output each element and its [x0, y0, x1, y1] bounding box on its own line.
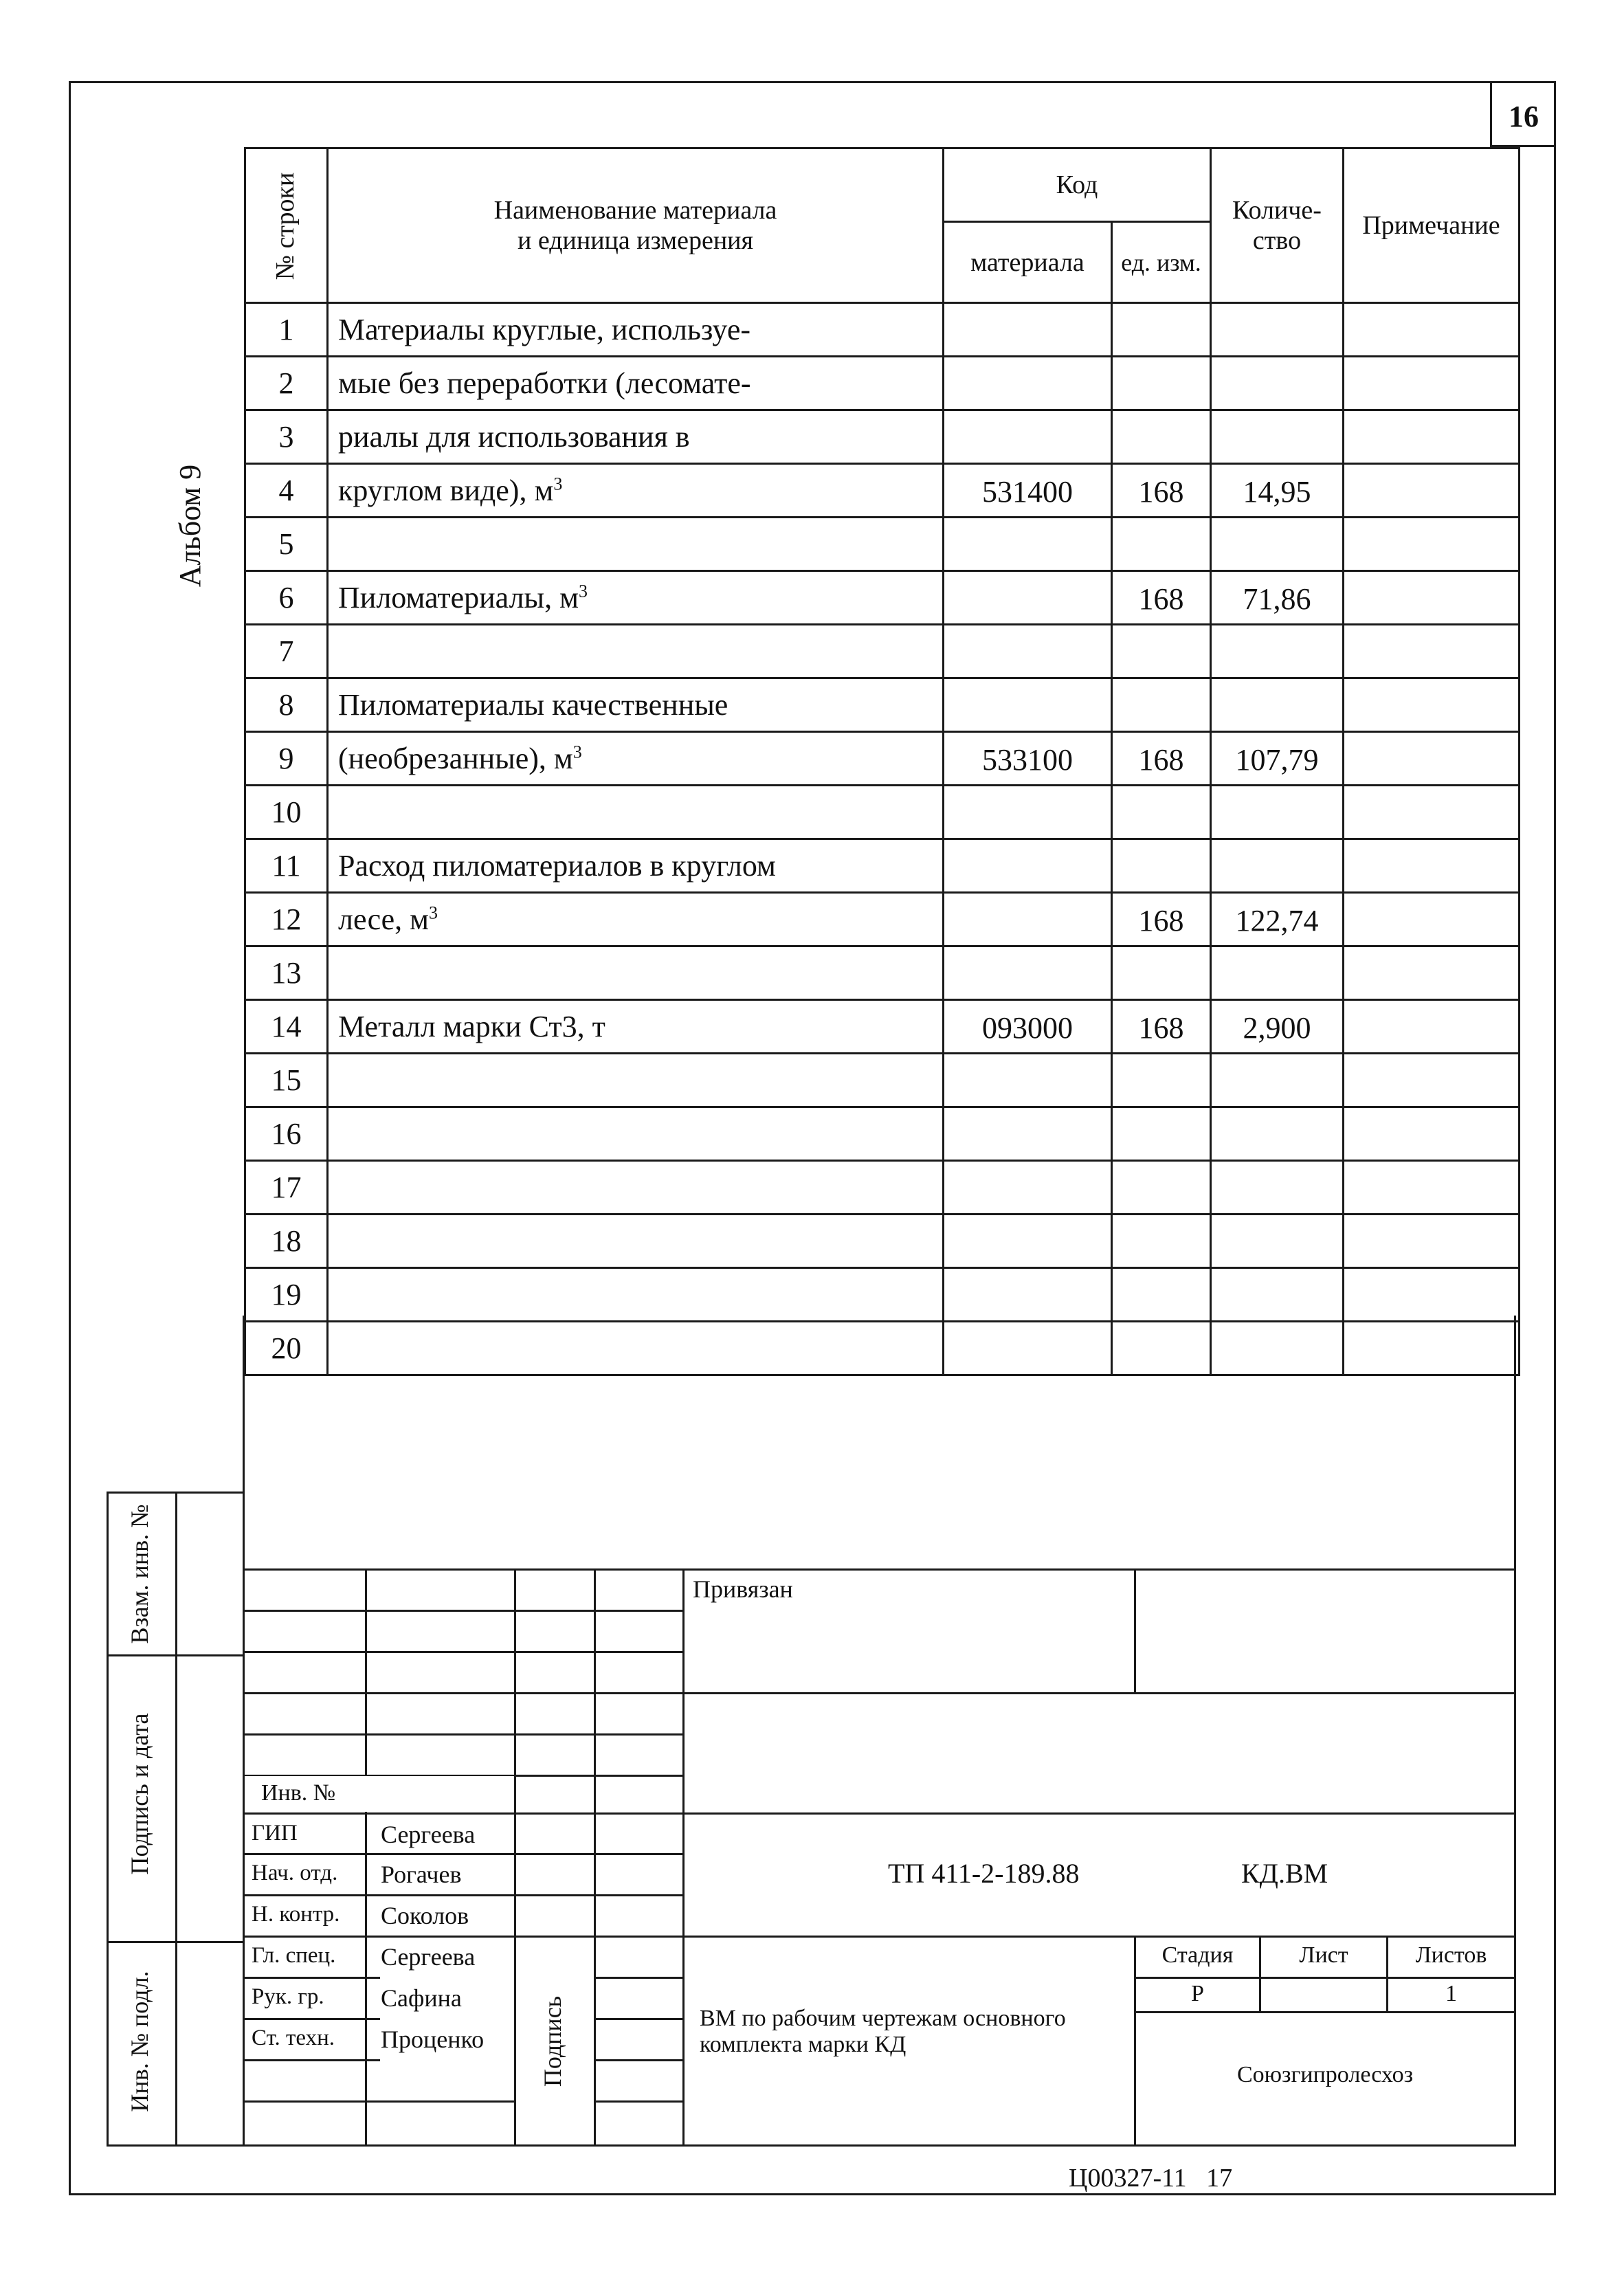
- row-number-cell: [245, 893, 328, 946]
- material-name-cell-text: Расход пиломатериалов в круглом: [338, 849, 776, 883]
- unit-superscript: 3: [578, 581, 588, 601]
- unit-code-cell: [1112, 1322, 1211, 1375]
- unit-code-cell: [1112, 303, 1211, 357]
- row-number-cell-text: 16: [271, 1117, 302, 1151]
- quantity-cell: [1211, 678, 1344, 732]
- material-name-cell-text: (необрезанные), м: [338, 742, 573, 775]
- table-row: [245, 1215, 1520, 1268]
- material-name-cell-text: Металл марки Ст3, т: [338, 1010, 605, 1043]
- row-number-cell: [245, 946, 328, 1000]
- row-number-cell: [245, 1161, 328, 1215]
- unit-code-cell: [1112, 625, 1211, 678]
- material-name-cell: [328, 518, 944, 571]
- material-name-cell: [328, 1054, 944, 1107]
- sheets-value: 1: [1445, 1981, 1457, 2006]
- material-name-cell: [328, 410, 944, 464]
- unit-code-cell: [1112, 1107, 1211, 1161]
- row-number-cell-text: 12: [271, 902, 302, 936]
- row-number-cell: [245, 1000, 328, 1054]
- header-code-material: материала: [944, 222, 1112, 303]
- table-row: [245, 464, 1520, 518]
- material-code-cell: [944, 625, 1112, 678]
- materials-table-body: [245, 303, 1520, 1375]
- stage-value: Р: [1191, 1981, 1204, 2006]
- row-number-cell: [245, 518, 328, 571]
- quantity-cell: [1211, 518, 1344, 571]
- note-cell: [1344, 357, 1520, 410]
- row-number-cell: [245, 678, 328, 732]
- row-number-cell: [245, 571, 328, 625]
- row-number-cell-text: 13: [271, 956, 302, 990]
- privyazan-label: Привязан: [693, 1575, 793, 1603]
- signature-role: ГИП: [252, 1821, 298, 1845]
- row-number-cell-text: 2: [278, 366, 294, 400]
- table-row: [245, 786, 1520, 839]
- signature-role: Рук. гр.: [252, 1984, 324, 2009]
- signature-name: Рогачев: [381, 1861, 462, 1888]
- row-number-cell-text: 3: [278, 420, 294, 454]
- table-row: [245, 410, 1520, 464]
- unit-code-cell: [1112, 1054, 1211, 1107]
- quantity-cell: [1211, 839, 1344, 893]
- material-code-cell: [944, 1268, 1112, 1322]
- note-cell: [1344, 1322, 1520, 1375]
- unit-superscript: 3: [572, 742, 582, 762]
- table-row: [245, 571, 1520, 625]
- note-cell: [1344, 303, 1520, 357]
- header-name-line1: Наименование материала: [493, 196, 777, 225]
- row-number-cell: [245, 625, 328, 678]
- signature-role: Гл. спец.: [252, 1943, 336, 1968]
- podpis-label: Подпись: [539, 1995, 566, 2087]
- unit-code-cell: [1112, 571, 1211, 625]
- material-name-cell: [328, 1215, 944, 1268]
- material-code-cell: [944, 571, 1112, 625]
- material-name-cell: [328, 786, 944, 839]
- quantity-cell: [1211, 571, 1344, 625]
- row-number-cell: [245, 357, 328, 410]
- material-code-cell: [944, 303, 1112, 357]
- row-number-cell-text: 5: [278, 527, 294, 561]
- material-name-cell: [328, 1268, 944, 1322]
- row-number-cell-text: 14: [271, 1010, 302, 1043]
- table-row: [245, 1000, 1520, 1054]
- signature-name: Соколов: [381, 1902, 469, 1929]
- row-number-cell-text: 20: [271, 1331, 302, 1365]
- material-name-cell: [328, 839, 944, 893]
- material-code-cell: [944, 464, 1112, 518]
- note-cell: [1344, 1161, 1520, 1215]
- table-row: [245, 1268, 1520, 1322]
- quantity-cell: [1211, 1268, 1344, 1322]
- signature-name: Сергеева: [381, 1943, 476, 1971]
- material-name-cell: [328, 946, 944, 1000]
- unit-code-cell-text: 168: [1138, 475, 1184, 509]
- page-number: 16: [1509, 100, 1539, 133]
- quantity-cell: [1211, 786, 1344, 839]
- quantity-cell: [1211, 1161, 1344, 1215]
- note-cell: [1344, 946, 1520, 1000]
- signature-role: Н. контр.: [252, 1902, 340, 1927]
- quantity-cell: [1211, 357, 1344, 410]
- material-code-cell: [944, 678, 1112, 732]
- row-number-cell-text: 6: [278, 581, 294, 614]
- quantity-cell: [1211, 732, 1344, 786]
- material-name-cell-text: Пиломатериалы качественные: [338, 688, 728, 722]
- album-label: Альбом 9: [173, 464, 207, 588]
- quantity-cell: [1211, 464, 1344, 518]
- material-name-cell: [328, 732, 944, 786]
- note-cell: [1344, 1268, 1520, 1322]
- material-code-cell: [944, 1000, 1112, 1054]
- unit-code-cell: [1112, 786, 1211, 839]
- materials-table: [244, 147, 1520, 1376]
- row-number-cell-text: 1: [278, 313, 294, 346]
- material-name-cell: [328, 357, 944, 410]
- material-code-cell: [944, 893, 1112, 946]
- quantity-cell: [1211, 1107, 1344, 1161]
- footer-code: Ц00327-11 17: [1069, 2164, 1233, 2193]
- note-cell: [1344, 732, 1520, 786]
- material-code-cell: [944, 1054, 1112, 1107]
- header-row-number: [245, 148, 328, 303]
- note-cell: [1344, 1107, 1520, 1161]
- quantity-cell-text: 107,79: [1235, 743, 1319, 777]
- material-name-cell-text: Материалы круглые, используе-: [338, 313, 751, 346]
- note-cell: [1344, 464, 1520, 518]
- row-number-cell-text: 8: [278, 688, 294, 722]
- material-name-cell-text: лесе, м: [338, 902, 430, 936]
- row-number-cell-text: 15: [271, 1063, 302, 1097]
- note-cell: [1344, 571, 1520, 625]
- row-number-cell-text: 7: [278, 634, 294, 668]
- table-row: [245, 1322, 1520, 1375]
- material-name-cell: [328, 625, 944, 678]
- row-number-cell: [245, 410, 328, 464]
- table-row: [245, 678, 1520, 732]
- table-row: [245, 839, 1520, 893]
- unit-code-cell: [1112, 410, 1211, 464]
- unit-code-cell: [1112, 464, 1211, 518]
- unit-code-cell: [1112, 678, 1211, 732]
- table-row: [245, 357, 1520, 410]
- header-quantity-line1: Количе-: [1232, 196, 1322, 225]
- row-number-cell: [245, 464, 328, 518]
- unit-code-cell: [1112, 1215, 1211, 1268]
- material-name-cell-text: круглом виде), м: [338, 474, 554, 507]
- quantity-cell: [1211, 893, 1344, 946]
- doc-title-line2: комплекта марки КД: [700, 2032, 906, 2057]
- material-code-cell-text: 531400: [982, 475, 1073, 509]
- header-row-number-text: № строки: [271, 172, 300, 280]
- material-code-cell: [944, 1215, 1112, 1268]
- table-row: [245, 303, 1520, 357]
- table-row: [245, 1107, 1520, 1161]
- note-cell: [1344, 678, 1520, 732]
- material-name-cell: [328, 893, 944, 946]
- material-name-cell-text: Пиломатериалы, м: [338, 581, 579, 614]
- material-name-cell: [328, 1322, 944, 1375]
- note-cell: [1344, 1000, 1520, 1054]
- material-code-cell: [944, 786, 1112, 839]
- signature-name: Сергеева: [381, 1821, 476, 1848]
- row-number-cell-text: 18: [271, 1224, 302, 1258]
- row-number-cell: [245, 1054, 328, 1107]
- header-quantity: [1211, 148, 1344, 303]
- unit-superscript: 3: [429, 902, 438, 923]
- organization: Союзгипролесхоз: [1236, 2062, 1414, 2087]
- row-number-cell: [245, 1268, 328, 1322]
- unit-code-cell-text: 168: [1138, 743, 1184, 777]
- material-name-cell-text: мые без переработки (лесомате-: [338, 366, 751, 400]
- label-podpis-data: Подпись и дата: [126, 1713, 153, 1875]
- unit-code-cell: [1112, 1000, 1211, 1054]
- signature-role: Нач. отд.: [252, 1861, 338, 1885]
- quantity-cell-text: 71,86: [1243, 582, 1311, 616]
- material-name-cell: [328, 303, 944, 357]
- sheets-label: Листов: [1415, 1942, 1487, 1968]
- row-number-cell-text: 17: [271, 1171, 302, 1204]
- row-number-cell-text: 10: [271, 795, 302, 829]
- material-name-cell: [328, 1000, 944, 1054]
- material-name-cell: [328, 464, 944, 518]
- material-code-cell-text: 533100: [982, 743, 1073, 777]
- unit-code-cell: [1112, 357, 1211, 410]
- table-row: [245, 625, 1520, 678]
- material-code-cell: [944, 1107, 1112, 1161]
- material-code-cell: [944, 1161, 1112, 1215]
- doc-title-line1: ВМ по рабочим чертежам основного: [700, 2006, 1066, 2031]
- sheet-label: Лист: [1299, 1942, 1348, 1968]
- quantity-cell: [1211, 410, 1344, 464]
- signature-name: Проценко: [381, 2026, 485, 2053]
- note-cell: [1344, 839, 1520, 893]
- note-cell: [1344, 1215, 1520, 1268]
- row-number-cell-text: 19: [271, 1278, 302, 1311]
- unit-code-cell: [1112, 893, 1211, 946]
- row-number-cell-text: 9: [278, 742, 294, 775]
- material-name-cell: [328, 571, 944, 625]
- note-cell: [1344, 410, 1520, 464]
- quantity-cell: [1211, 625, 1344, 678]
- row-number-cell: [245, 1215, 328, 1268]
- signature-name: Сафина: [381, 1984, 462, 2012]
- row-number-cell: [245, 786, 328, 839]
- unit-code-cell: [1112, 1268, 1211, 1322]
- unit-code-cell: [1112, 732, 1211, 786]
- document-mark: КД.ВМ: [1241, 1858, 1328, 1889]
- material-name-cell: [328, 678, 944, 732]
- material-code-cell-text: 093000: [982, 1011, 1073, 1045]
- note-cell: [1344, 1054, 1520, 1107]
- quantity-cell: [1211, 946, 1344, 1000]
- label-inv-podl: Инв. № подл.: [126, 1971, 153, 2112]
- header-code-unit: ед. изм.: [1112, 222, 1211, 303]
- quantity-cell: [1211, 1322, 1344, 1375]
- row-number-cell-text: 11: [271, 849, 301, 883]
- note-cell: [1344, 625, 1520, 678]
- table-row: [245, 946, 1520, 1000]
- material-code-cell: [944, 518, 1112, 571]
- unit-code-cell: [1112, 839, 1211, 893]
- material-code-cell: [944, 410, 1112, 464]
- note-cell: [1344, 786, 1520, 839]
- header-code: Код: [944, 148, 1211, 222]
- document-designation: ТП 411-2-189.88: [888, 1858, 1080, 1889]
- signature-role: Ст. техн.: [252, 2026, 335, 2050]
- row-number-cell: [245, 732, 328, 786]
- label-vzam-inv: Взам. инв. №: [126, 1504, 153, 1644]
- stage-label: Стадия: [1161, 1942, 1234, 1968]
- note-cell: [1344, 893, 1520, 946]
- unit-code-cell-text: 168: [1138, 1011, 1184, 1045]
- table-row: [245, 1054, 1520, 1107]
- material-name-cell: [328, 1107, 944, 1161]
- material-name-cell: [328, 1161, 944, 1215]
- material-code-cell: [944, 839, 1112, 893]
- header-name: [328, 148, 944, 303]
- unit-code-cell-text: 168: [1138, 904, 1184, 938]
- material-code-cell: [944, 732, 1112, 786]
- row-number-cell: [245, 1322, 328, 1375]
- note-cell: [1344, 518, 1520, 571]
- table-row: [245, 732, 1520, 786]
- header-note: Примечание: [1344, 148, 1520, 303]
- header-name-line2: и единица измерения: [518, 226, 753, 255]
- unit-code-cell-text: 168: [1138, 582, 1184, 616]
- quantity-cell: [1211, 1054, 1344, 1107]
- quantity-cell: [1211, 1215, 1344, 1268]
- material-code-cell: [944, 946, 1112, 1000]
- header-quantity-line2: ство: [1252, 226, 1302, 255]
- material-code-cell: [944, 1322, 1112, 1375]
- unit-code-cell: [1112, 946, 1211, 1000]
- unit-code-cell: [1112, 1161, 1211, 1215]
- row-number-cell: [245, 839, 328, 893]
- material-name-cell-text: риалы для использования в: [338, 420, 690, 454]
- quantity-cell: [1211, 1000, 1344, 1054]
- table-row: [245, 518, 1520, 571]
- inv-no-label: Инв. №: [261, 1780, 336, 1806]
- row-number-cell: [245, 1107, 328, 1161]
- quantity-cell-text: 14,95: [1243, 475, 1311, 509]
- table-row: [245, 1161, 1520, 1215]
- unit-code-cell: [1112, 518, 1211, 571]
- unit-superscript: 3: [553, 474, 563, 494]
- quantity-cell-text: 122,74: [1235, 904, 1319, 938]
- table-row: [245, 893, 1520, 946]
- quantity-cell-text: 2,900: [1243, 1011, 1311, 1045]
- quantity-cell: [1211, 303, 1344, 357]
- row-number-cell-text: 4: [278, 474, 294, 507]
- material-code-cell: [944, 357, 1112, 410]
